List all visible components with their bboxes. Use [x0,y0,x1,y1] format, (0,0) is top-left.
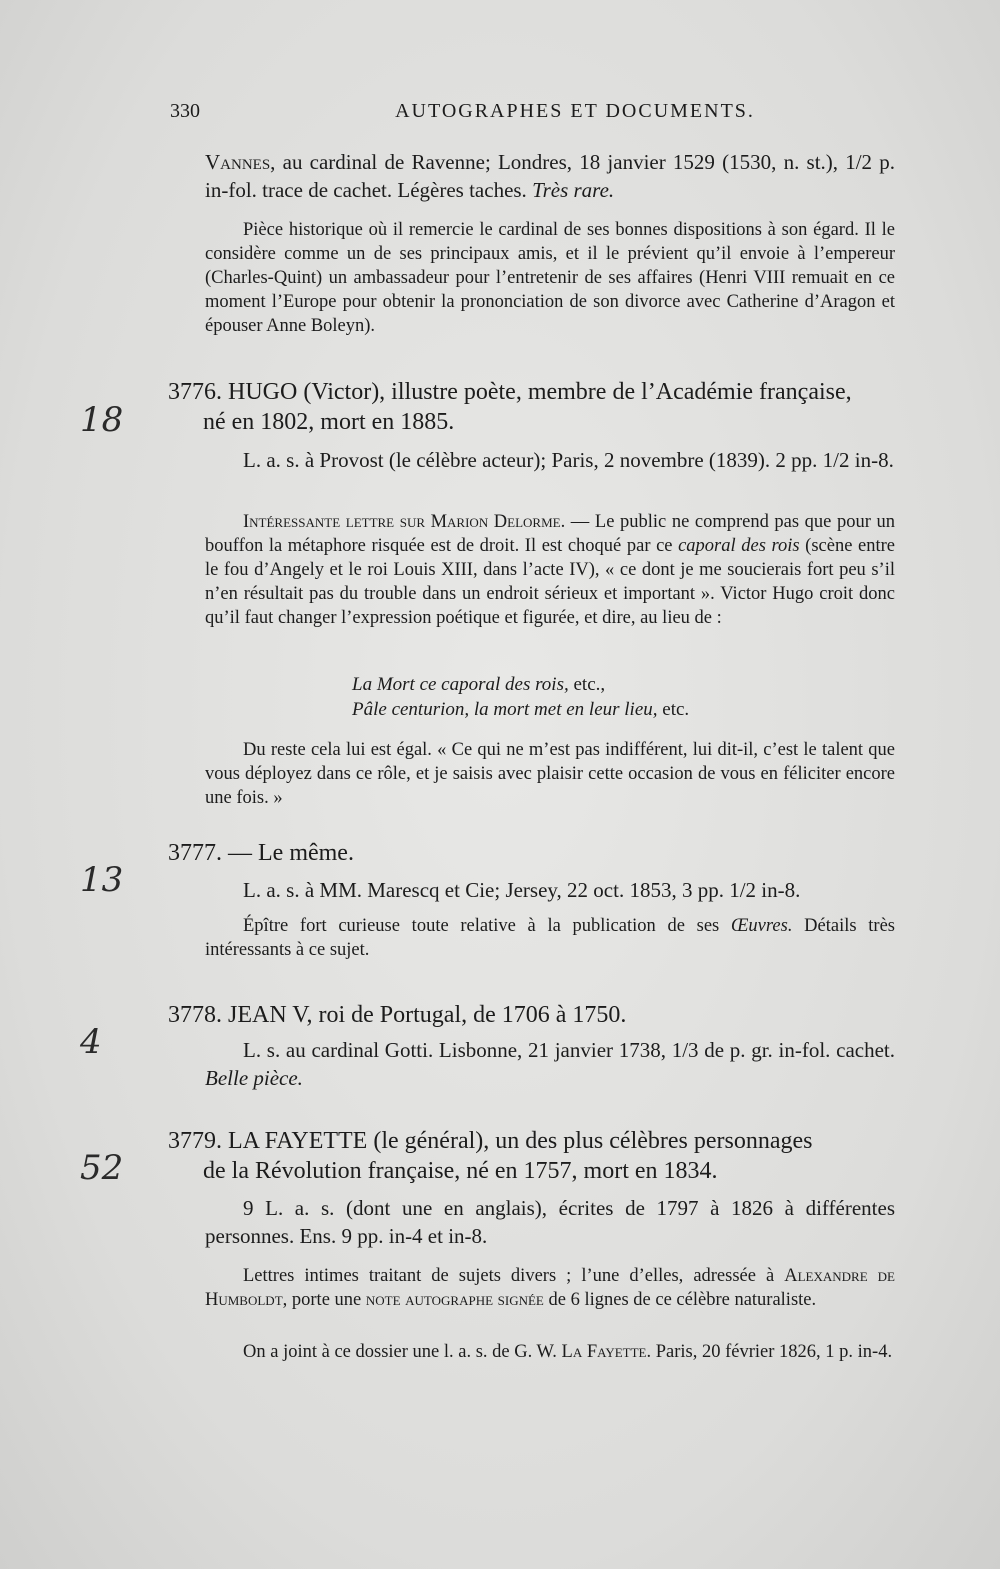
continued-entry-desc: Vannes, au cardinal de Ravenne; Londres, 18 janvier 1529 (1530, n. st.), 1/2 p. in-fol. trace de cachet. Légères taches. Très rare. [205,150,895,202]
margin-price-3777: 13 [80,860,124,900]
entry-3776-note-2-block [205,738,895,810]
entry-3779-note-2: On a joint à ce dossier une l. a. s. de G. W. La Fayette. Paris, 20 février 1826, 1 p. in-4. [243,1342,893,1362]
margin-price-3779: 52 [80,1148,124,1188]
entry-3779-note: Lettres intimes traitant de sujets divers ; l’une d’elles, adressée à Alexandre de Humboldt, porte une note autographe signée de 6 lignes de ce célèbre naturaliste. [205,1266,895,1310]
entry-3777-desc: L. a. s. à MM. Marescq et Cie; Jersey, 22 oct. 1853, 3 pp. 1/2 in-8. [243,878,801,902]
entry-3779-note-block [205,1264,895,1312]
margin-price-3776: 18 [80,400,124,440]
entry-3776-desc-block [205,446,895,474]
continued-entry [205,148,895,204]
margin-price-3778: 4 [80,1022,102,1062]
entry-3779-heading: 3779. LA FAYETTE (le général), un des plus célèbres personnages de la Révolution française, né en 1757, mort en 1834. [168,1128,813,1184]
entry-3779-desc: 9 L. a. s. (dont une en anglais), écrites de 1797 à 1826 à différentes personnes. Ens. 9 pp. in-4 et in-8. [205,1196,895,1248]
continued-entry-note: Pièce historique où il remercie le cardinal de ses bonnes dispositions à son égard. Il le considère comme un de ses principaux amis, et il le prévient qu’il envoie à l’empereur (Charles-Quint) un ambassadeur pour l’entretenir de ses affaires (Henri VIII remuait en ce moment l’Europe pour obtenir la prononciation de son divorce avec Catherine d’Aragon et épouser Anne Boleyn). [205,220,895,336]
entry-3777-heading: 3777. — Le même. [168,840,354,866]
page-header [170,100,890,130]
entry-3778-heading: 3778. JEAN V, roi de Portugal, de 1706 à 1750. [168,1002,627,1028]
entry-3776-note-2: Du reste cela lui est égal. « Ce qui ne m’est pas indifférent, lui dit-il, c’est le talent que vous déployez dans ce rôle, et je saisis avec plaisir cette occasion de vous en féliciter encore une fois. » [205,740,895,808]
entry-3776-verse-1: La Mort ce caporal des rois, etc., [352,674,606,695]
entry-3776-note: Intéressante lettre sur Marion Delorme. — Le public ne comprend pas que pour un bouffon la métaphore risquée est de droit. Il est choqué par ce caporal des rois (scène entre le fou d’Angely et le roi Louis XIII, dans l’acte IV), « ce dont je me soucierais fort peu s’il n’en résultait pas du trouble dans un endroit sérieux et important ». Victor Hugo croit donc qu’il faut changer l’expression poétique et figurée, et dire, au lieu de : [205,512,895,628]
entry-3778-desc-block [205,1036,895,1092]
entry-3778-desc: L. s. au cardinal Gotti. Lisbonne, 21 janvier 1738, 1/3 de p. gr. in-fol. cachet. Belle pièce. [205,1038,895,1090]
continued-entry-note-block [205,218,895,338]
page-number: 330 [170,100,200,122]
running-title: AUTOGRAPHES ET DOCUMENTS. [395,100,755,122]
entry-3777-note-block [205,914,895,962]
entry-3776-heading: 3776. HUGO (Victor), illustre poète, membre de l’Académie française, né en 1802, mort en 1885. [168,379,852,435]
entry-3777-desc-block [205,876,895,904]
entry-3777-note: Épître fort curieuse toute relative à la publication de ses Œuvres. Détails très intéressants à ce sujet. [205,916,895,960]
entry-3776-desc: L. a. s. à Provost (le célèbre acteur); Paris, 2 novembre (1839). 2 pp. 1/2 in-8. [243,448,894,472]
entry-3776-verse-2: Pâle centurion, la mort met en leur lieu, etc. [352,699,690,720]
entry-3776-note-block [205,510,895,630]
entry-3779-desc-block [205,1194,895,1250]
entry-3779-note-2-block [205,1340,895,1364]
